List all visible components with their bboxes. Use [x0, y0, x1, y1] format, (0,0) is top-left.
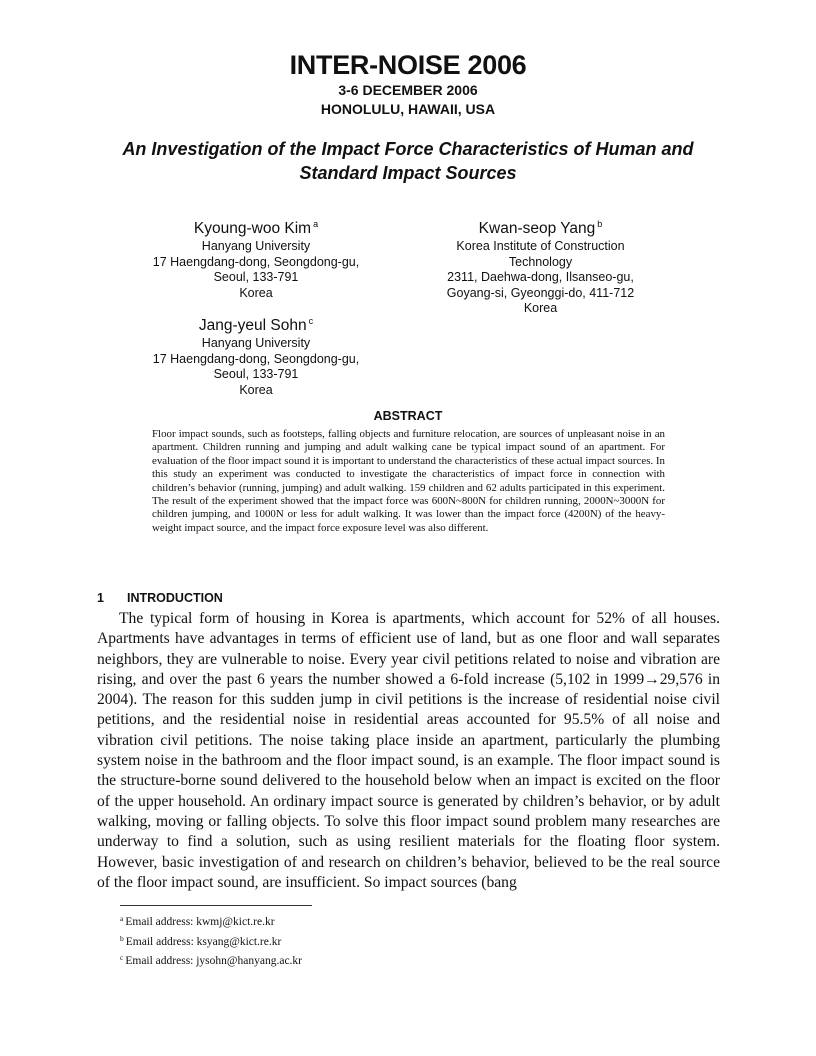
section-heading-introduction [97, 591, 223, 605]
author-block-2 [418, 214, 663, 317]
abstract-text: Floor impact sounds, such as footsteps, falling objects and furniture relocation, are sources of unpleasant noise in an apartment. Children running and jumping and adult walking cane be typical impact sound of an apartment. For evaluation of the floor impact sound it is important to understand the characteristics of these actual impact sources. In this study an experiment was conducted to investigate the characteristics of impact force in connection with children’s behavior (running, jumping) and adult walking. 159 children and 62 adults participated in this experiment. The result of the experiment showed that the impact force was 600N~800N for children running, 2000N~3000N for children jumping, and 1000N or less for adult walking. It was lower than the impact force (4200N) of the heavy-weight impact source, and the impact force exposure level was also different. [152, 428, 665, 534]
author-affiliation-line: Goyang-si, Gyeonggi-do, 411-712 [446, 285, 635, 300]
author-affiliation-line: Korea [239, 382, 273, 397]
footnote-divider [120, 905, 312, 906]
author-name: Jang-yeul Sohn $^c$ [198, 316, 314, 334]
conference-dates: 3-6 DECEMBER 2006 [338, 82, 478, 98]
footnote-item: $^c$ Email address: jysohn@hanyang.ac.kr [120, 953, 302, 967]
footnotes [120, 911, 302, 970]
author-affiliation-line: Korea Institute of Construction [456, 239, 625, 253]
author-affiliation-line: Hanyang University [201, 336, 311, 350]
conference-location: HONOLULU, HAWAII, USA [320, 101, 496, 117]
author-affiliation-line: Korea [523, 301, 558, 315]
author-block-1 [140, 214, 372, 301]
author-affiliation-line: Seoul, 133-791 [213, 367, 299, 381]
author-affiliation-line: Seoul, 133-791 [213, 270, 299, 284]
author-affiliation-line: Technology [508, 254, 573, 269]
author-name: Kwan-seop Yang $^b$ [478, 219, 603, 237]
author-affiliation-line: 17 Haengdang-dong, Seongdong-gu, [152, 254, 360, 269]
section-number: 1 [97, 591, 104, 605]
author-affiliation-line: Korea [239, 285, 273, 300]
abstract-heading: ABSTRACT [373, 409, 443, 423]
author-affiliation-line: Hanyang University [201, 239, 311, 253]
author-affiliation-line: 2311, Daehwa-dong, Ilsanseo-gu, [447, 270, 634, 284]
conference-title: INTER-NOISE 2006 [289, 50, 527, 80]
footnote-item: $^a$ Email address: kwmj@kict.re.kr [120, 914, 275, 928]
footnote-item: $^b$ Email address: ksyang@kict.re.kr [120, 933, 282, 948]
introduction-text: The typical form of housing in Korea is apartments, which account for 52% of all houses. Apartments have advantages in terms of efficient use of land, but as one floor and wall separates neighbors, they are vulnerable to noise. Every year civil petitions related to noise and vibration are rising, and over the past 6 years the number showed a 6-fold increase (5,102 in 1999→29,576 in 2004). The reason for this sudden jump in civil petitions is the increase of residential noise civil petitions, and the residential noise in residential areas accounted for 95.5% of all noise and vibration civil petitions. The noise taking place inside an apartment, particularly the plumbing system noise in the bathroom and the floor impact sound, is an example. The floor impact sound is the structure-borne sound delivered to the household below when an impact is excited on the floor of the upper household. An ordinary impact source is generated by children’s behavior, or by adult walking, moving or falling objects. To solve this floor impact sound problem many researches are underway to find a solution, such as using resilient materials for the floating floor system. However, basic investigation of and research on children’s behavior, believed to be the real source of the floor impact sound, are insufficient. So impact sources (bang [97, 610, 720, 891]
author-block-3 [140, 311, 372, 398]
author-name: Kyoung-woo Kim $^a$ [193, 219, 319, 237]
paper-title: An Investigation of the Impact Force Characteristics of Human and Standard Impact Sources [122, 139, 694, 183]
author-affiliation-line: 17 Haengdang-dong, Seongdong-gu, [152, 351, 360, 366]
section-title: INTRODUCTION [127, 591, 223, 605]
